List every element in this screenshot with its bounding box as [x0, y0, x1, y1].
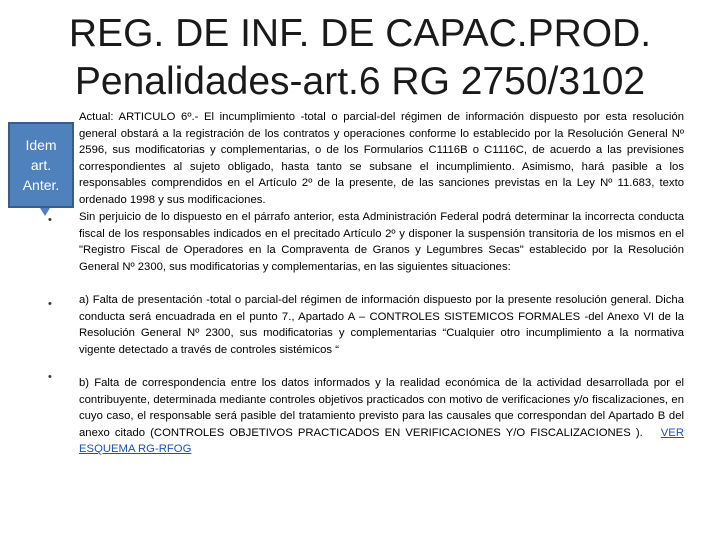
title-line-1: REG. DE INF. DE CAPAC.PROD.	[68, 12, 652, 55]
callout-line-2: art.	[30, 157, 52, 173]
callout-line-1: Idem	[25, 137, 57, 153]
idem-callout	[8, 122, 74, 208]
bullet-2: •	[48, 214, 52, 226]
paragraph-item-b-text: b) Falta de correspondencia entre los datos informados y la realidad económica de la actividad desarrollada por el contribuyente, determinada mediante controles objetivos practicados con motivo de verificaciones y/o fiscalizaciones, en cuyo caso, el responsable será pasible del tratamiento previsto para las causales que correspondan del Apartado B del anexo citado (CONTROLES OBJETIVOS PRACTICADOS EN VERIFICACIONES Y/O FISCALIZACIONES ).	[79, 377, 684, 439]
paragraph-item-a: a) Falta de presentación -total o parcial-del régimen de información dispuesto por la presente resolución general. Dicha conducta será encuadrada en el punto 7., Apartado A – CONTROLES SISTEMICOS FORMALES -del Anexo VI de la Resolución General Nº 2300, sus modificatorias y complementarias “Cualquier otro incumplimiento a la normativa vigente detectado a través de controles sistémicos “	[79, 294, 684, 356]
bullet-4: •	[48, 371, 52, 383]
callout-line-3: Anter.	[22, 177, 60, 193]
paragraph-article-6: Actual: ARTICULO 6º.- El incumplimiento -total o parcial-del régimen de información dispuesto por esta resolución general obstará a la registración de los contratos y operaciones conforme lo establecido por la Resolución General Nº 2596, sus modificatorias y complementarias, o de los Formularios C1116B o C1116C, de acuerdo a las previsiones correspondientes al sujeto obligado, hasta tanto se subsane el incumplimiento. Asimismo, hará pasible a los responsables comprendidos en el Artículo 2º de la presente, de las sanciones previstas en la Ley Nº 11.683, texto ordenado 1998 y sus modificaciones.	[79, 111, 684, 206]
slide-title	[40, 10, 680, 106]
title-line-2: Penalidades-art.6 RG 2750/3102	[74, 60, 646, 103]
ver-esquema-link[interactable]: VER ESQUEMA RG-RFOG	[79, 426, 684, 456]
paragraph-item-b	[79, 375, 684, 458]
bullet-3: •	[48, 298, 52, 310]
paragraph-sin-perjuicio: Sin perjuicio de lo dispuesto en el párrafo anterior, esta Administración Federal podrá determinar la incorrecta conducta fiscal de los responsables indicados en el precitado Artículo 2º y disponer la suspensión transitoria de los mismos en el "Registro Fiscal de Operadores en la Compraventa de Granos y Legumbres Secas" establecido por la Resolución General Nº 2300, sus modificatorias y complementarias, en las siguientes situaciones:	[79, 211, 684, 273]
